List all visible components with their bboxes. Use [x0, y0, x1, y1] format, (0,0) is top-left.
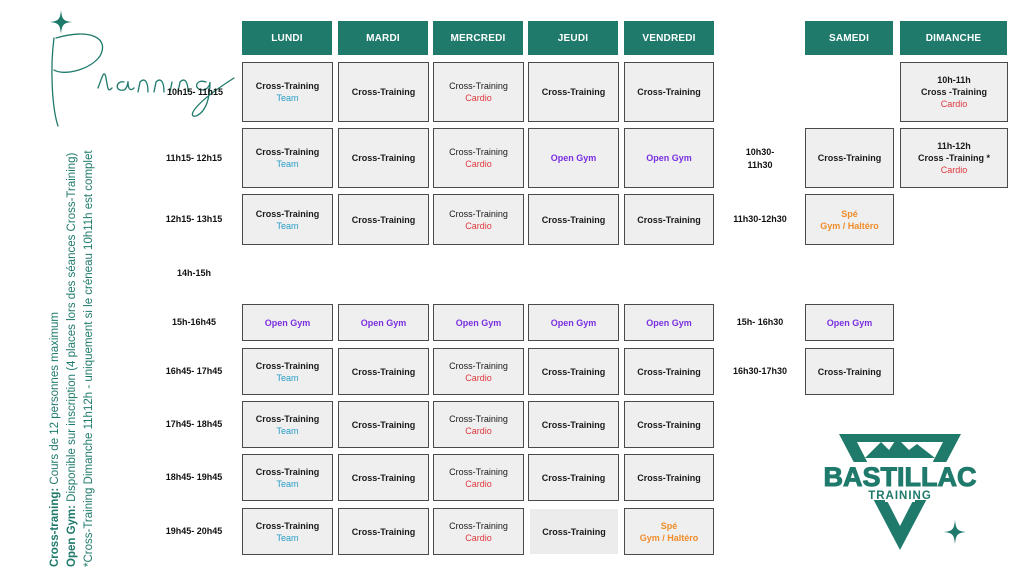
cell-title: Cross-Training	[817, 366, 882, 377]
cell-jeudi-r5[interactable]	[528, 304, 619, 341]
cell-title: Open Gym	[360, 317, 407, 328]
cell-title: Open Gym	[455, 317, 502, 328]
cell-sub: Team	[276, 478, 299, 489]
sparkle-icon	[50, 10, 72, 34]
cell-title: Cross-Training	[351, 366, 416, 377]
cell-title: Cross-Training	[541, 419, 606, 430]
cell-vendredi-r7[interactable]	[624, 401, 714, 448]
cell-title: Open Gym	[264, 317, 311, 328]
cell-vendredi-r8[interactable]	[624, 454, 714, 501]
sparkle-icon	[944, 520, 966, 544]
time-sat-15h: 15h- 16h30	[736, 317, 784, 327]
note-open-gym-text: Disponible sur inscription (4 places lors des séances Cross-Training)	[66, 152, 78, 506]
cell-title: Cross-Training	[817, 153, 882, 163]
header-vendredi: VENDREDI	[624, 21, 714, 55]
cell-title: Cross-Training	[637, 214, 701, 225]
cell-lundi-r6[interactable]	[242, 348, 333, 395]
cell-sub: Cardio	[465, 425, 492, 436]
header-dimanche: DIMANCHE	[900, 21, 1007, 55]
cell-mercredi-r3[interactable]	[433, 194, 524, 245]
cell-sub: Gym / Haltéro	[639, 532, 699, 543]
cell-title: Cross -Training	[920, 87, 987, 97]
cell-title: Open Gym	[550, 317, 597, 328]
cell-lundi-r9[interactable]	[242, 508, 333, 555]
cell-title: Cross-Training	[637, 472, 701, 483]
cell-title: Cross-Training	[637, 419, 701, 430]
cell-dimanche-r1[interactable]	[900, 62, 1008, 122]
cell-sub: Gym / Haltéro	[820, 220, 879, 231]
cell-title: Cross-Training	[255, 208, 320, 219]
cell-jeudi-r6[interactable]	[528, 348, 619, 395]
header-lundi: LUNDI	[242, 21, 332, 55]
cell-mercredi-r8[interactable]	[433, 454, 524, 501]
note-dimanche-text: *Cross-Training Dimanche 11h12h - uniquement si le créneau 10h11h est complet	[83, 150, 95, 567]
cell-title: Cross-Training	[351, 87, 416, 97]
cell-mercredi-r6[interactable]	[433, 348, 524, 395]
cell-title: Cross-Training	[351, 214, 416, 225]
cell-mercredi-r9[interactable]	[433, 508, 524, 555]
cell-jeudi-r2[interactable]	[528, 128, 619, 188]
cell-dimanche-r2[interactable]	[900, 128, 1008, 188]
cell-title: Cross-Training	[255, 520, 320, 531]
cell-vendredi-r5[interactable]	[624, 304, 714, 341]
time-17h45: 17h45- 18h45	[165, 419, 223, 429]
time-16h45: 16h45- 17h45	[165, 366, 223, 376]
cell-samedi-r6[interactable]	[805, 348, 894, 395]
header-mercredi: MERCREDI	[433, 21, 523, 55]
time-11h15: 11h15- 12h15	[165, 153, 223, 163]
cell-jeudi-r9[interactable]	[530, 509, 618, 554]
cell-title: Open Gym	[550, 153, 597, 163]
cell-mardi-r5[interactable]	[338, 304, 429, 341]
cell-title: Cross-Training	[351, 472, 416, 483]
cell-jeudi-r8[interactable]	[528, 454, 619, 501]
note-cross-training-label: Cross-traning:	[49, 487, 61, 567]
side-notes	[47, 150, 98, 567]
cell-sub: Team	[276, 93, 299, 103]
cell-title: Cross-Training	[255, 147, 320, 157]
cell-mercredi-r5[interactable]	[433, 304, 524, 341]
cell-sub: Team	[276, 425, 299, 436]
cell-sub: Cardio	[465, 93, 492, 103]
cell-title: Spé	[660, 520, 678, 531]
header-jeudi: JEUDI	[528, 21, 618, 55]
cell-sub: Cardio	[465, 478, 492, 489]
cell-samedi-r3[interactable]	[805, 194, 894, 245]
cell-mardi-r6[interactable]	[338, 348, 429, 395]
cell-mercredi-r7[interactable]	[433, 401, 524, 448]
time-sat-11h30: 11h30-12h30	[733, 214, 787, 224]
cell-title: Cross-Training	[449, 466, 508, 477]
time-sat-10h30: 10h30- 11h30	[745, 147, 775, 170]
cell-title: Cross-Training	[449, 147, 508, 157]
cell-lundi-r2[interactable]	[242, 128, 333, 188]
cell-title: Cross-Training	[541, 87, 606, 97]
header-mardi: MARDI	[338, 21, 428, 55]
cell-title: Cross-Training	[542, 526, 606, 537]
cell-lundi-r3[interactable]	[242, 194, 333, 245]
cell-jeudi-r3[interactable]	[528, 194, 619, 245]
cell-title: Cross -Training *	[917, 153, 990, 163]
cell-vendredi-r6[interactable]	[624, 348, 714, 395]
time-19h45: 19h45- 20h45	[165, 526, 223, 536]
cell-mardi-r7[interactable]	[338, 401, 429, 448]
cell-mardi-r3[interactable]	[338, 194, 429, 245]
time-10h15: 10h15- 11h15	[166, 87, 224, 97]
cell-title: Cross-Training	[541, 366, 606, 377]
cell-sub: Cardio	[465, 532, 492, 543]
cell-title: Open Gym	[646, 317, 692, 328]
cell-mardi-r9[interactable]	[338, 508, 429, 555]
time-14h: 14h-15h	[176, 268, 211, 278]
cell-sub: Cardio	[465, 372, 492, 383]
cell-title: Cross-Training	[449, 81, 508, 91]
cell-title: Cross-Training	[351, 153, 416, 163]
cell-lundi-r1[interactable]	[242, 62, 333, 122]
header-samedi: SAMEDI	[805, 21, 893, 55]
cell-samedi-r2[interactable]	[805, 128, 894, 188]
cell-lundi-r7[interactable]	[242, 401, 333, 448]
cell-mardi-r1[interactable]	[338, 62, 429, 122]
cell-title: Cross-Training	[541, 214, 606, 225]
cell-lundi-r8[interactable]	[242, 454, 333, 501]
cell-title: Cross-Training	[449, 520, 508, 531]
cell-sub: Cardio	[465, 159, 492, 169]
cell-jeudi-r7[interactable]	[528, 401, 619, 448]
cell-sub: Team	[276, 159, 299, 169]
cell-vendredi-r9[interactable]	[624, 508, 714, 555]
cell-title: Cross-Training	[351, 419, 416, 430]
cell-lundi-r5[interactable]	[242, 304, 333, 341]
cell-sub: Cardio	[940, 165, 968, 175]
cell-jeudi-r1[interactable]	[528, 62, 619, 122]
note-open-gym-label: Open Gym:	[66, 505, 78, 567]
cell-vendredi-r3[interactable]	[624, 194, 714, 245]
cell-title: Cross-Training	[255, 413, 320, 424]
cell-sub: Cardio	[940, 99, 968, 109]
logo-sub: TRAINING	[868, 490, 932, 502]
cell-title: Cross-Training	[637, 87, 701, 97]
cell-vendredi-r1[interactable]	[624, 62, 714, 122]
cell-title: Cross-Training	[541, 472, 606, 483]
cell-title: Cross-Training	[255, 466, 320, 477]
cell-title: Cross-Training	[255, 360, 320, 371]
cell-time: 11h-12h	[937, 141, 971, 151]
cell-title: Cross-Training	[449, 413, 508, 424]
cell-samedi-r5[interactable]	[805, 304, 894, 341]
cell-sub: Team	[276, 220, 299, 231]
logo-name: BASTILLAC	[823, 462, 977, 492]
cell-title: Cross-Training	[449, 360, 508, 371]
time-sat-16h30: 16h30-17h30	[732, 366, 788, 376]
cell-sub: Team	[276, 532, 299, 543]
cell-vendredi-r2[interactable]	[624, 128, 714, 188]
note-cross-training-text: Cours de 12 personnes maximum	[49, 311, 61, 488]
cell-mercredi-r2[interactable]	[433, 128, 524, 188]
cell-sub: Cardio	[465, 220, 492, 231]
cell-title: Open Gym	[646, 153, 692, 163]
cell-title: Cross-Training	[351, 526, 416, 537]
cell-title: Cross-Training	[637, 366, 701, 377]
cell-time: 10h-11h	[937, 75, 971, 85]
cell-title: Cross-Training	[449, 208, 508, 219]
cell-sub: Team	[276, 372, 299, 383]
cell-title: Spé	[841, 208, 858, 219]
time-15h: 15h-16h45	[171, 317, 217, 327]
cell-mardi-r2[interactable]	[338, 128, 429, 188]
time-12h15: 12h15- 13h15	[165, 214, 223, 224]
cell-mercredi-r1[interactable]	[433, 62, 524, 122]
time-18h45: 18h45- 19h45	[165, 472, 223, 482]
cell-title: Cross-Training	[255, 81, 320, 91]
cell-mardi-r8[interactable]	[338, 454, 429, 501]
bastillac-logo	[805, 430, 995, 555]
cell-title: Open Gym	[826, 317, 873, 328]
